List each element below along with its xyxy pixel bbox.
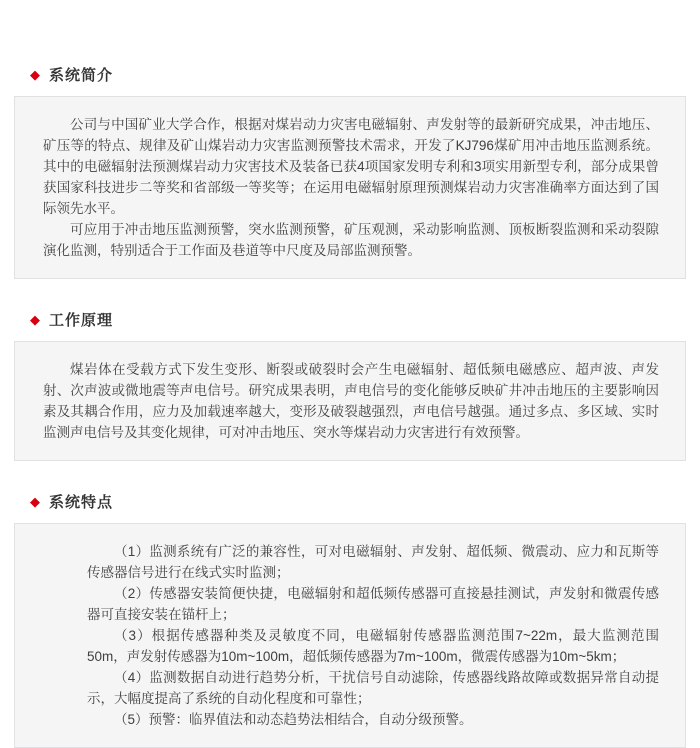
section-intro-panel	[14, 96, 686, 279]
intro-paragraph: 公司与中国矿业大学合作，根据对煤岩动力灾害电磁辐射、声发射等的最新研究成果，冲击地压、矿压等的特点、规律及矿山煤岩动力灾害监测预警技术需求，开发了KJ796煤矿用冲击地压监测系统。其中的电磁辐射法预测煤岩动力灾害技术及装备已获4项国家发明专利和3项实用新型专利，部分成果曾获国家科技进步二等奖和省部级一等奖等；在运用电磁辐射原理预测煤岩动力灾害准确率方面达到了国际领先水平。	[43, 117, 659, 216]
red-diamond-icon: ◆	[30, 493, 40, 509]
feature-item: （3）根据传感器种类及灵敏度不同，电磁辐射传感器监测范围7~22m，最大监测范围50m，声发射传感器为10m~100m，超低频传感器为7m~100m，微震传感器为10m~5km；	[87, 628, 659, 664]
principle-paragraph: 煤岩体在受载方式下发生变形、断裂或破裂时会产生电磁辐射、超低频电磁感应、超声波、声发射、次声波或微地震等声电信号。研究成果表明，声电信号的变化能够反映矿井冲击地压的主要影响因素及其耦合作用，应力及加载速率越大，变形及破裂越强烈，声电信号越强。通过多点、多区域、实时监测声电信号及其变化规律，可对冲击地压、突水等煤岩动力灾害进行有效预警。	[43, 362, 659, 440]
section-title: 系统简介	[49, 66, 114, 84]
section-principle-heading	[14, 309, 686, 329]
feature-item: （1）监测系统有广泛的兼容性，可对电磁辐射、声发射、超低频、微震动、应力和瓦斯等传感器信号进行在线式实时监测；	[87, 544, 659, 580]
red-diamond-icon: ◆	[30, 66, 40, 82]
section-intro	[14, 64, 686, 279]
feature-item: （2）传感器安装简便快捷，电磁辐射和超低频传感器可直接悬挂测试，声发射和微震传感器可直接安装在锚杆上；	[87, 586, 659, 622]
section-intro-heading	[14, 64, 686, 84]
section-title: 系统特点	[49, 493, 114, 511]
section-principle	[14, 309, 686, 461]
intro-paragraph: 可应用于冲击地压监测预警，突水监测预警，矿压观测，采动影响监测、顶板断裂监测和采动裂隙演化监测，特别适合于工作面及巷道等中尺度及局部监测预警。	[43, 222, 659, 258]
section-features-panel	[14, 523, 686, 748]
red-diamond-icon: ◆	[30, 311, 40, 327]
feature-item: （4）监测数据自动进行趋势分析，干扰信号自动滤除，传感器线路故障或数据异常自动提示，大幅度提高了系统的自动化程度和可靠性；	[87, 670, 659, 706]
section-principle-panel	[14, 341, 686, 461]
section-title: 工作原理	[49, 311, 114, 329]
feature-item: （5）预警：临界值法和动态趋势法相结合，自动分级预警。	[114, 712, 473, 727]
section-features	[14, 491, 686, 748]
section-features-heading	[14, 491, 686, 511]
